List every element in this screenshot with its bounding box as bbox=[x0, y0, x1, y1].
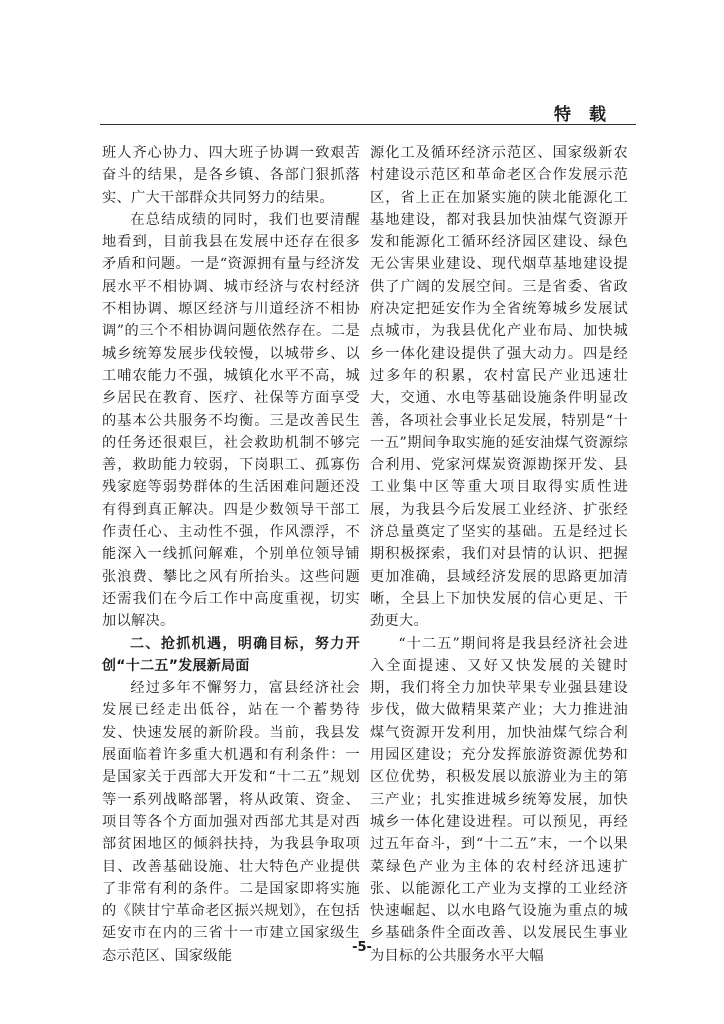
left-column bbox=[102, 142, 360, 967]
paragraph-opportunities: 经过多年不懈努力，富县经济社会发展已经走出低谷，站在一个蓄势待发、快速发展的新阶段。当前，我县发展面临着许多重大机遇和有利条件：一是国家关于西部大开发和“十二五”规划等一系列战略部署，将从政策、资金、项目等各个方面加强对西部尤其是对西部贫困地区的倾斜扶持，为我县争取项目、改善基础设施、壮大特色产业提供了非常有利的条件。二是国家即将实施的《陕甘宁革命老区振兴规划》，在包括延安市在内的三省十一市建立国家级生态示范区、国家级能 bbox=[102, 680, 360, 964]
paragraph-problems: 在总结成绩的同时，我们也要清醒地看到，目前我县在发展中还存在很多矛盾和问题。一是“资源拥有量与经济发展水平不相协调、城市经济与农村经济不相协调、塬区经济与川道经济不相协调”的三个不相协调问题依然存在。二是城乡统筹发展步伐较慢，以城带乡、以工哺农能力不强，城镇化水平不高，城乡居民在教育、医疗、社保等方面享受的基本公共服务不均衡。三是改善民生的任务还很艰巨，社会救助机制不够完善，救助能力较弱，下岗职工、孤寡伤残家庭等弱势群体的生活困难问题还没有得到真正解决。四是少数领导干部工作责任心、主动性不强，作风漂浮，不能深入一线抓问解难，个别单位领导铺张浪费、攀比之风有所抬头。这些问题还需我们在今后工作中高度重视，切实加以解决。 bbox=[102, 211, 360, 630]
page-header bbox=[100, 100, 636, 125]
paragraph-continuation: 班人齐心协力、四大班子协调一致艰苦奋斗的结果，是各乡镇、各部门狠抓落实、广大干部群众共同努力的结果。 bbox=[102, 145, 360, 206]
right-column bbox=[370, 142, 628, 967]
section-label: 特载 bbox=[554, 105, 624, 125]
paragraph-outlook: “十二五”期间将是我县经济社会进入全面提速、又好又快发展的关键时期，我们将全力加快苹果专业强县建设步伐，做大做精果菜产业；大力推进油煤气资源开发利用，加快油煤气综合利用园区建设；充分发挥旅游资源优势和区位优势，积极发展以旅游业为主的第三产业；扎实推进城乡统筹发展，加快城乡一体化建设进程。可以预见，再经过五年奋斗，到“十二五”末，一个以果菜绿色产业为主体的农村经济迅速扩张、以能源化工产业为支撑的工业经济快速崛起、以水电路气设施为重点的城乡基础条件全面改善、以发展民生事业为目标的公共服务水平大幅 bbox=[370, 635, 628, 964]
paragraph-continuation-right: 源化工及循环经济示范区、国家级新农村建设示范区和革命老区合作发展示范区，省上正在加紧实施的陕北能源化工基地建设，都对我县加快油煤气资源开发和能源化工循环经济园区建设、绿色无公害果业建设、现代烟草基地建设提供了广阔的发展空间。三是省委、省政府决定把延安作为全省统筹城乡发展试点城市，为我县优化产业布局、加快城乡一体化建设提供了强大动力。四是经过多年的积累，农村富民产业迅速壮大，交通、水电等基础设施条件明显改善，各项社会事业长足发展，特别是“十一五”期间争取实施的延安油煤气资源综合利用、党家河煤炭资源勘探开发、县工业集中区等重大项目取得实质性进展，为我县今后发展工业经济、扩张经济总量奠定了坚实的基础。五是经过长期积极探索，我们对县情的认识、把握更加准确，县域经济发展的思路更加清晰，全县上下加快发展的信心更足、干劲更大。 bbox=[370, 145, 628, 630]
section-heading: 二、抢抓机遇，明确目标，努力开创“十二五”发展新局面 bbox=[102, 635, 360, 674]
page-number: -5- bbox=[352, 940, 372, 955]
